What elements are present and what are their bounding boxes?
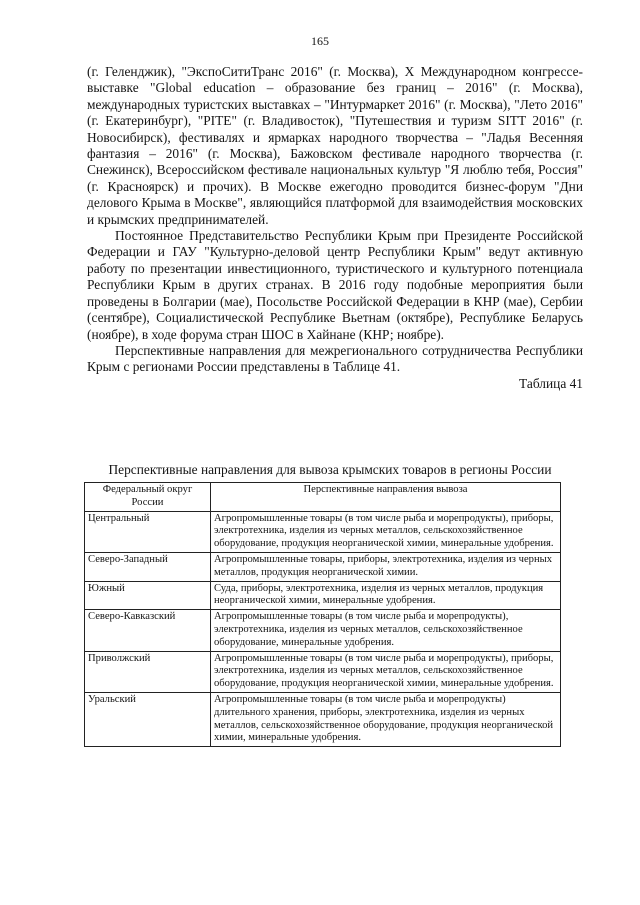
paragraph-representation: Постоянное Представительство Республики Крым при Президенте Российской Федерации и ГАУ "Культурно-деловой центр Республики Крым" ведут активную работу по презентации инвестиционного, туристического и культурного потенциала Республики Крым в других странах. В 2016 году подобные мероприятия были проведены в Болгарии (мае), Посольстве Российской Федерации в КНР (мае), Сербии (сентябре), Социалистической Республике Вьетнам (октябре), Республике Беларусь (ноябре), в ходе форума стран ШОС в Хайнане (КНР; ноябре). <box>87 228 583 342</box>
export-directions-table <box>84 482 561 747</box>
paragraph-events: (г. Геленджик), "ЭкспоСитиТранс 2016" (г. Москва), X Международном конгрессе-выставке "Global education – образование без границ – 2016" (г. Москва), международных туристских выставках – "Интурмаркет 2016" (г. Москва), "Лето 2016" (г. Екатеринбург), "PITE" (г. Владивосток), "Путешествия и туризм SITT 2016" (г. Новосибирск), фестивалях и ярмарках народного творчества – "Ладья Весенняя фантазия – 2016" (г. Москва), Бажовском фестивале народного творчества (г. Снежинск), Всероссийском фестивале национальных культур "Я люблю тебя, Россия" (г. Красноярск) и прочих). В Москве ежегодно проводится бизнес-форум "Дни делового Крыма в Москве", являющийся платформой для взаимодействия московских и крымских предпринимателей. <box>87 64 583 227</box>
table-row <box>85 581 561 610</box>
cell-district: Центральный <box>85 511 211 552</box>
body-text <box>87 64 583 392</box>
table-row <box>85 692 561 746</box>
table-row <box>85 651 561 692</box>
cell-directions: Агропромышленные товары (в том числе рыба и морепродукты), приборы, электротехника, изделия из черных металлов, сельскохозяйственное оборудование, продукция неорганической химии, минеральные удобрения. <box>211 511 561 552</box>
header-district: Федеральный округ России <box>85 483 211 512</box>
cell-directions: Суда, приборы, электротехника, изделия из черных металлов, продукция неорганической химии, минеральные удобрения. <box>211 581 561 610</box>
cell-district: Приволжский <box>85 651 211 692</box>
cell-directions: Агропромышленные товары, приборы, электротехника, изделия из черных металлов, продукция неорганической химии. <box>211 552 561 581</box>
table-title: Перспективные направления для вывоза крымских товаров в регионы России <box>108 462 552 477</box>
table-caption: Таблица 41 <box>519 375 583 391</box>
page-number: 165 <box>311 34 329 48</box>
cell-district: Уральский <box>85 692 211 746</box>
table-row <box>85 552 561 581</box>
paragraph-table-intro: Перспективные направления для межрегионального сотрудничества Республики Крым с регионами России представлены в Таблице 41. <box>87 342 583 375</box>
export-directions-table-wrap <box>84 482 560 747</box>
cell-directions: Агропромышленные товары (в том числе рыба и морепродукты), приборы, электротехника, изделия из черных металлов, сельскохозяйственное оборудование, продукция неорганической химии, минеральные удобрения. <box>211 651 561 692</box>
cell-district: Северо-Кавказский <box>85 610 211 651</box>
table-header-row <box>85 483 561 512</box>
header-directions: Перспективные направления вывоза <box>211 483 561 512</box>
table-row <box>85 511 561 552</box>
cell-district: Южный <box>85 581 211 610</box>
cell-district: Северо-Западный <box>85 552 211 581</box>
cell-directions: Агропромышленные товары (в том числе рыба и морепродукты), электротехника, изделия из черных металлов, сельскохозяйственное оборудование, минеральные удобрения. <box>211 610 561 651</box>
table-row <box>85 610 561 651</box>
cell-directions: Агропромышленные товары (в том числе рыба и морепродукты) длительного хранения, приборы, электротехника, изделия из черных металлов, сельскохозяйственное оборудование, продукция неорганической химии, минеральные удобрения. <box>211 692 561 746</box>
